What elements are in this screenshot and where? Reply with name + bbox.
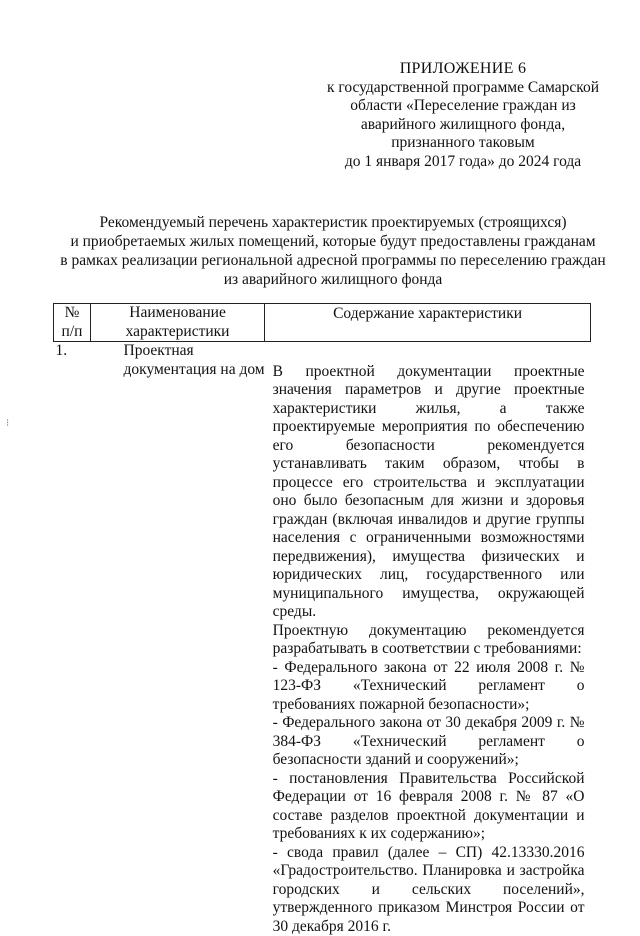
- appendix-line-1: к государственной программе Самарской: [318, 79, 608, 98]
- scan-artifact-mark: ⁝: [6, 418, 9, 429]
- table-row: [54, 342, 591, 361]
- title-line-3: в рамках реализации региональной адресной программы по переселению граждан: [40, 251, 626, 270]
- title-line-2: и приобретаемых жилых помещений, которые будут предоставлены гражданам: [40, 232, 626, 251]
- content-paragraph: - Федерального закона от 22 июля 2008 г. № 123-ФЗ «Технический регламент о требованиях пожарной безопасности»;: [273, 659, 585, 715]
- document-title: [40, 213, 626, 289]
- content-paragraph: Проектную документацию рекомендуется разрабатывать в соответствии с требованиями:: [273, 622, 585, 659]
- appendix-header: [318, 60, 608, 171]
- appendix-line-2: области «Переселение граждан из: [318, 97, 608, 116]
- content-paragraph: - свода правил (далее – СП) 42.13330.2016 «Градостроительство. Планировка и застройка городских и сельских поселений», утвержденного приказом Минстроя России от 30 декабря 2016 г.: [273, 844, 585, 936]
- appendix-title: ПРИЛОЖЕНИЕ 6: [318, 60, 608, 79]
- characteristics-table: [53, 303, 591, 936]
- table-header-row: [54, 304, 591, 342]
- row-number: 1.: [54, 342, 91, 361]
- row-name-line-1: Проектная: [91, 342, 591, 361]
- appendix-line-4: признанного таковым: [318, 134, 608, 153]
- row-content: [265, 361, 591, 936]
- content-paragraph: - постановления Правительства Российской Федерации от 16 февраля 2008 г. № 87 «О составе разделов проектной документации и требованиях к их содержанию»;: [273, 770, 585, 844]
- appendix-line-5: до 1 января 2017 года» до 2024 года: [318, 153, 608, 172]
- appendix-line-3: аварийного жилищного фонда,: [318, 116, 608, 135]
- col-header-number: № п/п: [54, 304, 91, 342]
- col-header-name: Наименование характеристики: [91, 304, 265, 342]
- col-header-content: Содержание характеристики: [265, 304, 591, 342]
- table-row: [54, 361, 591, 936]
- title-line-1: Рекомендуемый перечень характеристик проектируемых (строящихся): [40, 213, 626, 232]
- title-line-4: из аварийного жилищного фонда: [40, 270, 626, 289]
- content-paragraph: - Федерального закона от 30 декабря 2009 г. № 384-ФЗ «Технический регламент о безопасности зданий и сооружений»;: [273, 714, 585, 770]
- row-name-line-2: документация на дом: [91, 361, 265, 936]
- content-paragraph: В проектной документации проектные значения параметров и другие проектные характеристики жилья, а также проектируемые мероприятия по обеспечению его безопасности рекомендуется устанавливать таким образом, чтобы в процессе его строительства и эксплуатации оно было безопасным для жизни и здоровья граждан (включая инвалидов и другие группы населения с ограниченными возможностями передвижения), имущества физических и юридических лиц, государственного или муниципального имущества, окружающей среды.: [273, 363, 585, 622]
